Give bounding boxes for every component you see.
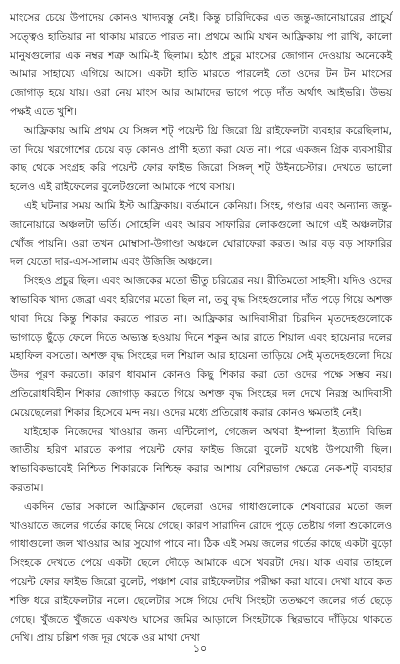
paragraph-4: সিংহও প্রচুর ছিল। এবং আজকের মতো ভীতু চরিত্রের নয়। রীতিমতো সাহসী। যদিও ওদের স্বাভাবিক খাদ্য জেব্রা এবং হরিণের মতো ছিল না, তবু বৃদ্ধ সিংহগুলোর দাঁত পড়ে গিয়ে অশক্ত থাবা দিয়ে কিন্তু শিকার করতে পারত না। আফ্রিকার আদিবাসীরা চিরদিন মৃতদেহগুলোকে ভাগাড়ে ছুঁড়ে ফেলে দিতে অভ্যস্ত হওয়ায় দিনে শকুন আর রাতে শিয়াল এবং হায়েনার দলের মহাফিল বসতো। অশক্ত বৃদ্ধ সিংহের দল শিয়াল আর হায়েনা তাড়িয়ে সেই মৃতদেহগুলো দিয়ে উদর পূরণ করতো। কারণ ধাবমান কোনও কিছু শিকার করা তো ওদের পক্ষে সম্ভব নয়। প্রতিরোধবিহীন শিকার জোগাড় করতে গিয়ে অশক্ত বৃদ্ধ সিংহের দল দেখে নিরস্ত্র আদিবাসী মেয়েছেলেরা শিকার হিসেবে মন্দ নয়। ওদের মধ্যে প্রতিরোধ করার কোনও ক্ষমতাই নেই।: [10, 275, 392, 419]
paragraph-5: যাইহোক নিজেদের খাওয়ার জন্য এন্টিলোপ, গেজেল অথবা ইম্পালা ইত্যাদি বিভিন্ন জাতীয় হরিণ মারতে কপার পয়েন্ট ফোর ফাইভ জিরো বুলেট যথেষ্ট উপযোগী ছিল। স্বাভাবিকভাবেই নিশ্চিত শিকারকে নিশ্চিহ্ন করার আশায় বেশিরভাগ ক্ষেত্রে নেক-শট্‌ ব্যবহার করতাম।: [10, 425, 392, 494]
paragraph-1: মাংসের চেয়ে উপাদেয় কোনও খাদ্যবস্তু নেই। কিন্তু চারিদিকের এত জন্তু-জানোয়ারের প্রাচুর্য সত্ত্বেও হাতিয়ার না থাকায় মারতে পারত না। প্রথমে আমি যখন আফ্রিকায় পা রাখি, কালো মানুষগুলোর এক নম্বর শত্রু আমি-ই ছিলাম। হঠাৎ প্রচুর মাংসের জোগান দেওয়ায় অনেকেই আমার সাহায্যে এগিয়ে আসে। একটা হাতি মারতে পারলেই তো ওদের টন টন মাংসের জোগাড় হয়ে যায়। ওরা নেয় মাংস আর আমাদের ভাগে পড়ে দাঁত অর্থাৎ আইভরি। উভয় পক্ষই এতে খুশি।: [10, 12, 392, 118]
body-text: [10, 9, 392, 648]
paragraph-2: আফ্রিকায় আমি প্রথম যে সিঙ্গল শট্‌ পয়েন্ট থ্রি জিরো থ্রি রাইফেলটা ব্যবহার করেছিলাম, তা দিয়ে খরগোশের চেয়ে বড় কোনও প্রাণী হত্যা করা যেত না। পরে একজন গ্রিক ব্যবসায়ীর কাছ থেকে সংগ্রহ করি পয়েন্ট ফোর ফাইভ জিরো সিঙ্গল্‌ শট্‌ উইনচেস্টার। দেখতে ভালো হলেও এই রাইফেলের বুলেটগুলো আমাকে পথে বসায়।: [10, 124, 392, 194]
paragraph-3: এই ঘটনার সময় আমি ইস্ট আফ্রিকায়। বর্তমানে কেনিয়া। সিংহ, গণ্ডার এবং অন্যান্য জন্তু-জানোয়ারে অঞ্চলটা ভর্তি। সোহেলি এবং আরব সাফারির লোকগুলো আগে এই অঞ্চলটার খোঁজ পায়নি। ওরা তখন মোম্বাসা-উগাণ্ডা অঞ্চলে ঘোরাফেরা করত। আর বড় বড় সাফারির দল যেতো দার-এস-সালাম এবং উজিজি অঞ্চলে।: [10, 199, 392, 269]
paragraph-6: একদিন ভোর সকালে আফ্রিকান ছেলেরা ওদের গাধাগুলোকে শেষবারের মতো জল খাওয়াতে জলের গর্তের কাছে নিয়ে গেছে। কারণ সারাদিন রোদে পুড়ে তেষ্টায় গলা শুকোলেও গাধাগুলো জল খাওয়ার আর সুযোগ পাবে না। ঠিক এই সময় জলের গর্তের কাছে একটা বুড়ো সিংহকে দেখতে পেয়ে একটা ছেলে দৌড়ে আমাকে এসে খবরটা দেয়। যাক এবার তাহলে পয়েন্ট ফোর ফাইভ জিরো বুলেট, পঞ্চাশ বোর রাইফেলটার পরীক্ষা করা যাবে। দেখা যাবে কত শক্তি ধরে রাইফেলটার নলে। ছেলেটার সঙ্গে গিয়ে দেখি সিংহটা ততক্ষণে জলের গর্ত ছেড়ে গেছে। খুঁজতে খুঁজতে একখণ্ড ঘাসের জমির আড়ালে সিংহটাকে স্থিরভাবে দাঁড়িয়ে থাকতে দেখি। প্রায় চল্লিশ গজ দূর থেকে ওর মাথা দেখা: [10, 500, 392, 645]
page-number: ১০: [192, 642, 208, 655]
